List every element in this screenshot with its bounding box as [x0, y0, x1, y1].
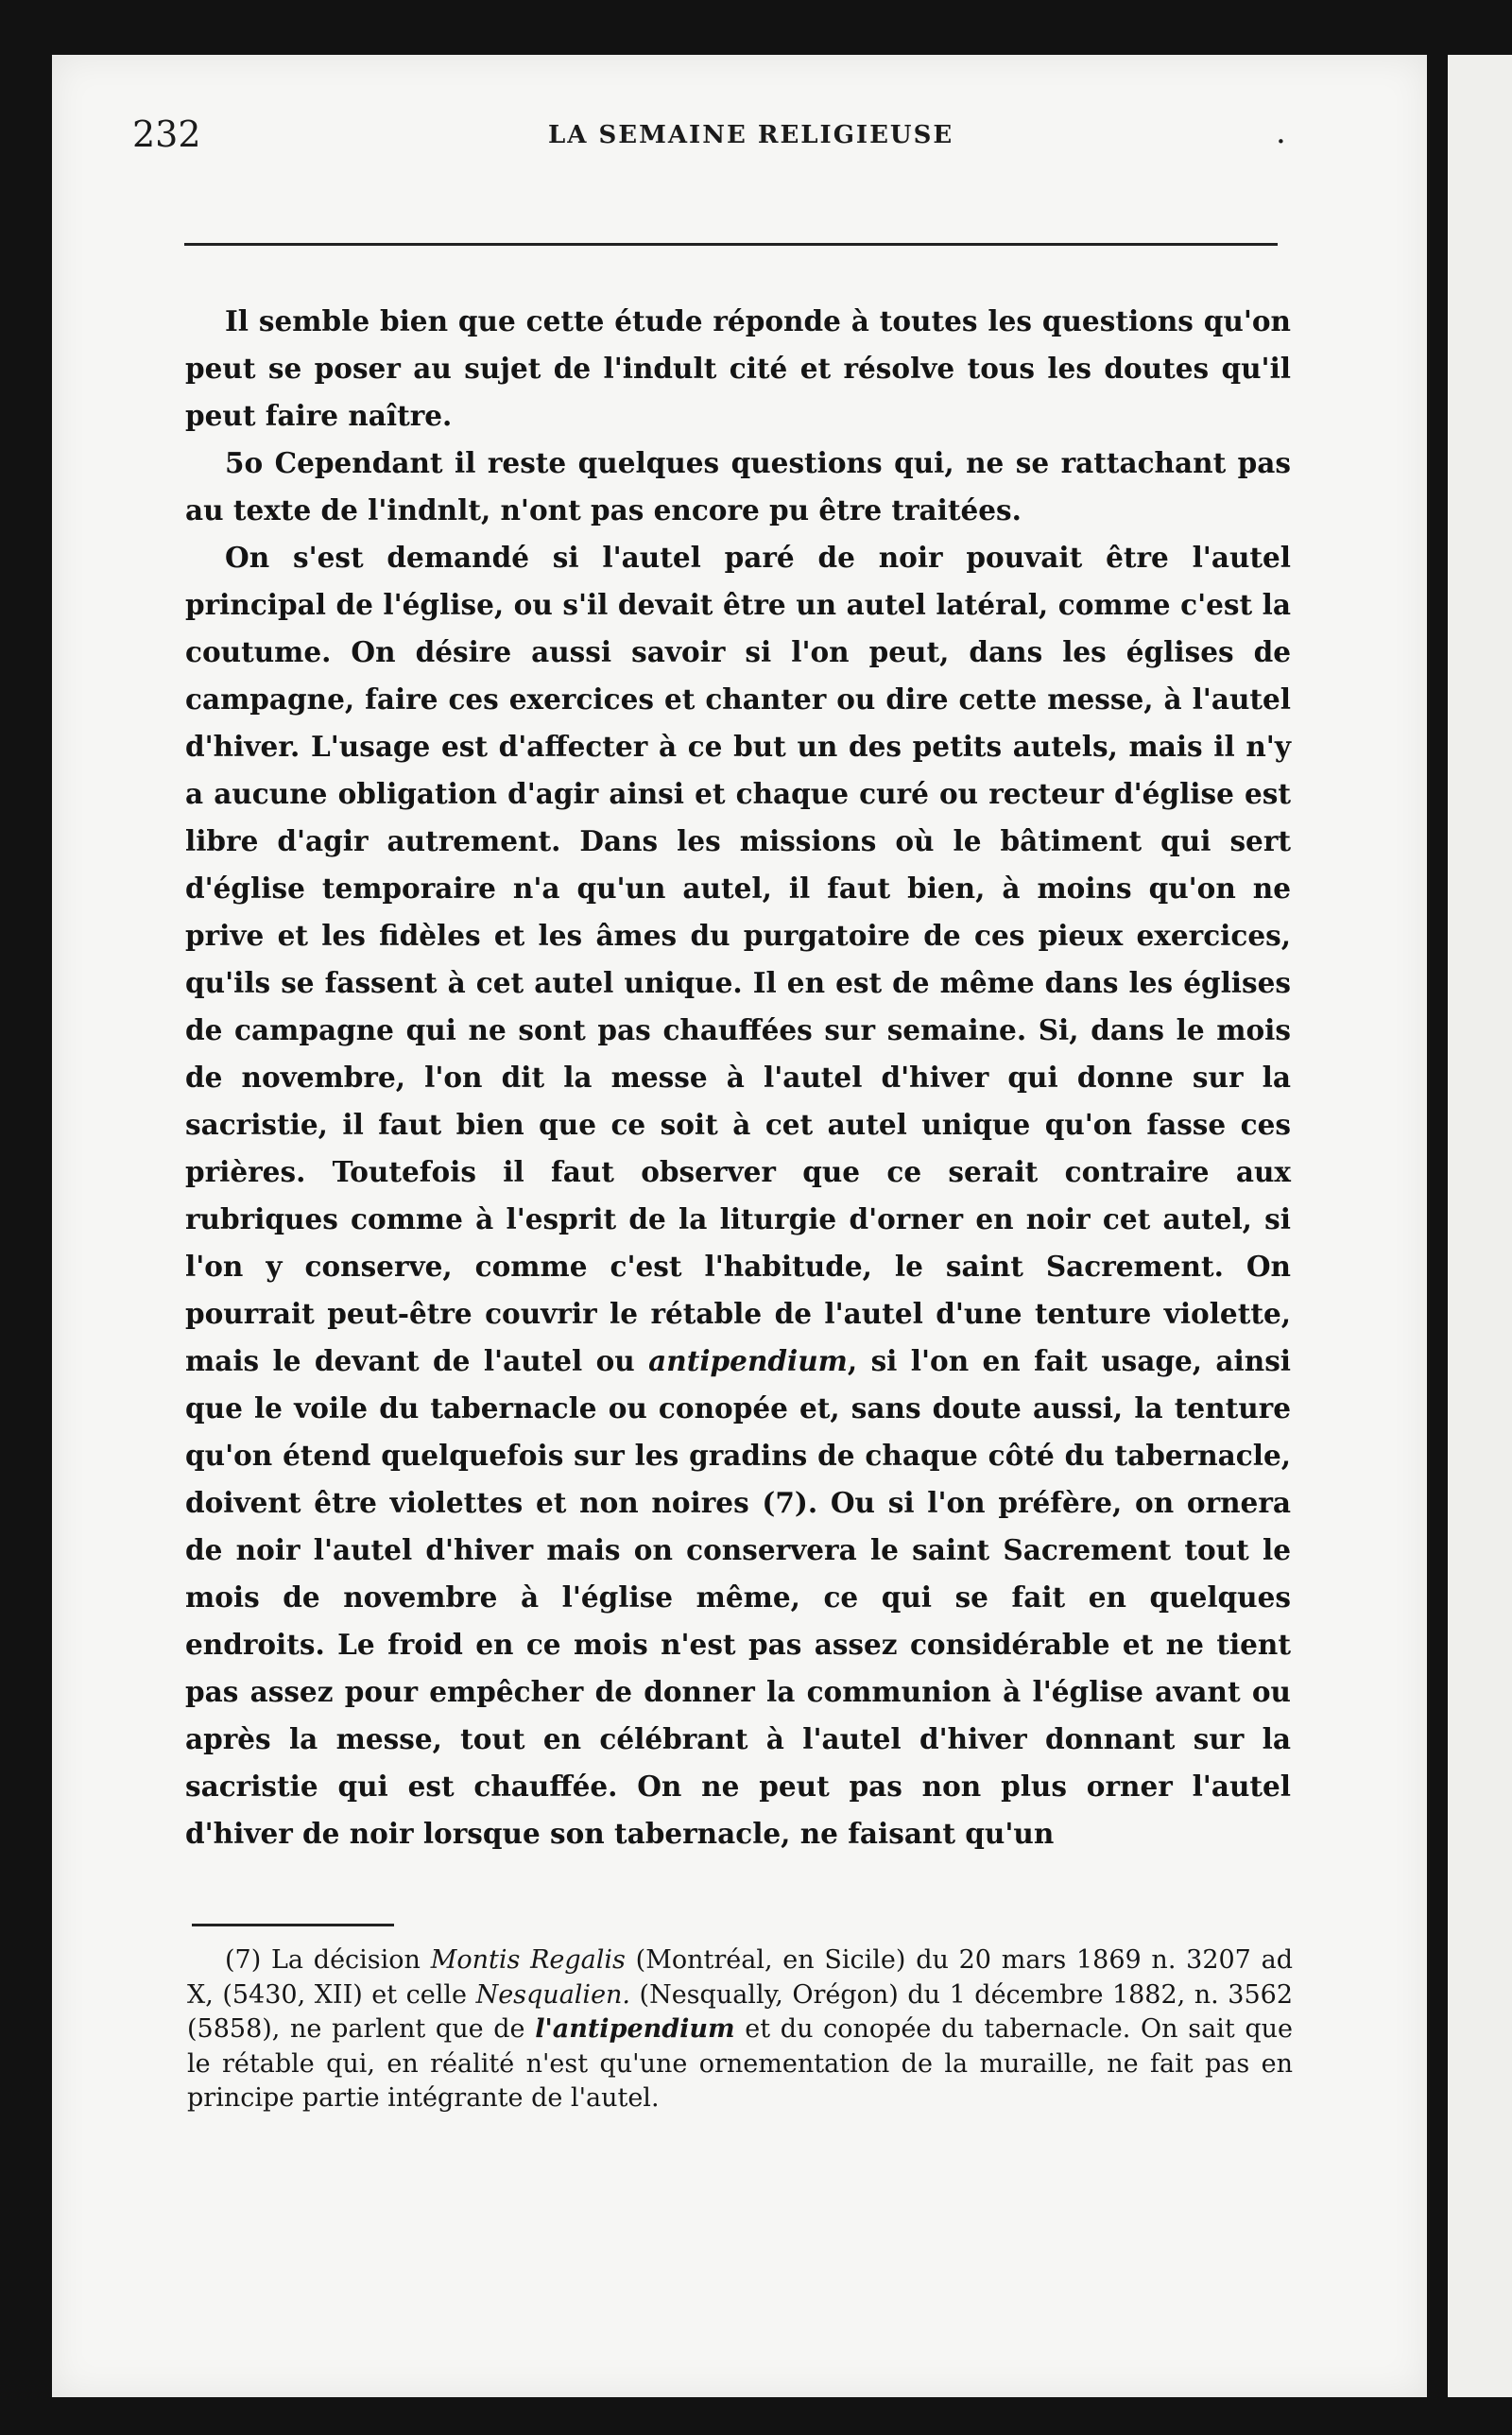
paragraph-2: 5o Cependant il reste quelques questions qui, ne se rattachant pas au texte de l'indnlt, n'ont pas encore pu être traitées. [185, 446, 1291, 527]
paragraph-3 [185, 534, 1291, 1857]
paragraph-3-text-b: , si l'on en fait usage, ainsi que le voile du tabernacle ou conopée et, sans doute aussi, la tenture qu'on étend quelquefois sur les gradins de chaque côté du tabernacle, doivent être violettes et non noires (7). Ou si l'on préfère, on ornera de noir l'autel d'hiver mais on conservera le saint Sacrement tout le mois de novembre à l'église même, ce qui se fait en quelques endroits. Le froid en ce mois n'est pas assez considérable et ne tient pas assez pour empêcher de donner la communion à l'église avant ou après la messe, tout en célébrant à l'autel d'hiver donnant sur la sacristie qui est chauffée. On ne peut pas non plus orner l'autel d'hiver de noir lorsque son tabernacle, ne faisant qu'un [185, 1344, 1292, 1850]
footnote-italic-2: Nesqualien. [475, 1979, 631, 2010]
body-text [185, 298, 1291, 1857]
footnote-text-3: (Nesqually, Orégon) du 1 décembre 1882, n. 3562 (5858), ne parlent que de [187, 1979, 1293, 2044]
header-rule [184, 243, 1278, 246]
footnote-italic-1: Montis Regalis [430, 1945, 626, 1975]
footnote-7 [187, 1943, 1293, 2116]
footnote-italic-3: l'antipendium [535, 2014, 735, 2044]
footnote-rule [192, 1924, 394, 1926]
footnote-text-4: et du conopée du tabernacle. On sait que le rétable qui, en réalité n'est qu'une ornementation de la muraille, ne fait pas en principe partie intégrante de l'autel. [187, 2014, 1293, 2113]
page-header [132, 113, 1285, 170]
paragraph-3-italic: antipendium [648, 1344, 848, 1377]
paragraph-3-text-a: On s'est demandé si l'autel paré de noir pouvait être l'autel principal de l'église, ou s'il devait être un autel latéral, comme c'est la coutume. On désire aussi savoir si l'on peut, dans les églises de campagne, faire ces exercices et chanter ou dire cette messe, à l'autel d'hiver. L'usage est d'affecter à ce but un des petits autels, mais il n'y a aucune obligation d'agir ainsi et chaque curé ou recteur d'église est libre d'agir autrement. Dans les missions où le bâtiment qui sert d'église temporaire n'a qu'un autel, il faut bien, à moins qu'on ne prive et les fidèles et les âmes du purgatoire de ces pieux exercices, qu'ils se fassent à cet autel unique. Il en est de même dans les églises de campagne qui ne sont pas chauffées sur semaine. Si, dans le mois de novembre, l'on dit la messe à l'autel d'hiver qui donne sur la sacristie, il faut bien que ce soit à cet autel unique qu'on fasse ces prières. Toutefois il faut observer que ce serait contraire aux rubriques comme à l'esprit de la liturgie d'orner en noir cet autel, si l'on y conserve, comme c'est l'habitude, le saint Sacrement. On pourrait peut-être couvrir le rétable de l'autel d'une tenture violette, mais le devant de l'autel ou [185, 541, 1291, 1377]
paragraph-1: Il semble bien que cette étude réponde à toutes les questions qu'on peut se poser au sujet de l'indult cité et résolve tous les doutes qu'il peut faire naître. [185, 304, 1291, 432]
footnote-text-1: (7) La décision [225, 1945, 431, 1975]
adjacent-page-edge [1448, 55, 1512, 2397]
page-number: 232 [132, 113, 201, 155]
footnote-text-2: (Montréal, en Sicile) du 20 mars 1869 n. 3207 ad X, (5430, XII) et celle [187, 1945, 1293, 2010]
running-title: LA SEMAINE RELIGIEUSE [548, 121, 954, 149]
header-dot: . [1276, 113, 1286, 151]
footnote [187, 1943, 1293, 2116]
